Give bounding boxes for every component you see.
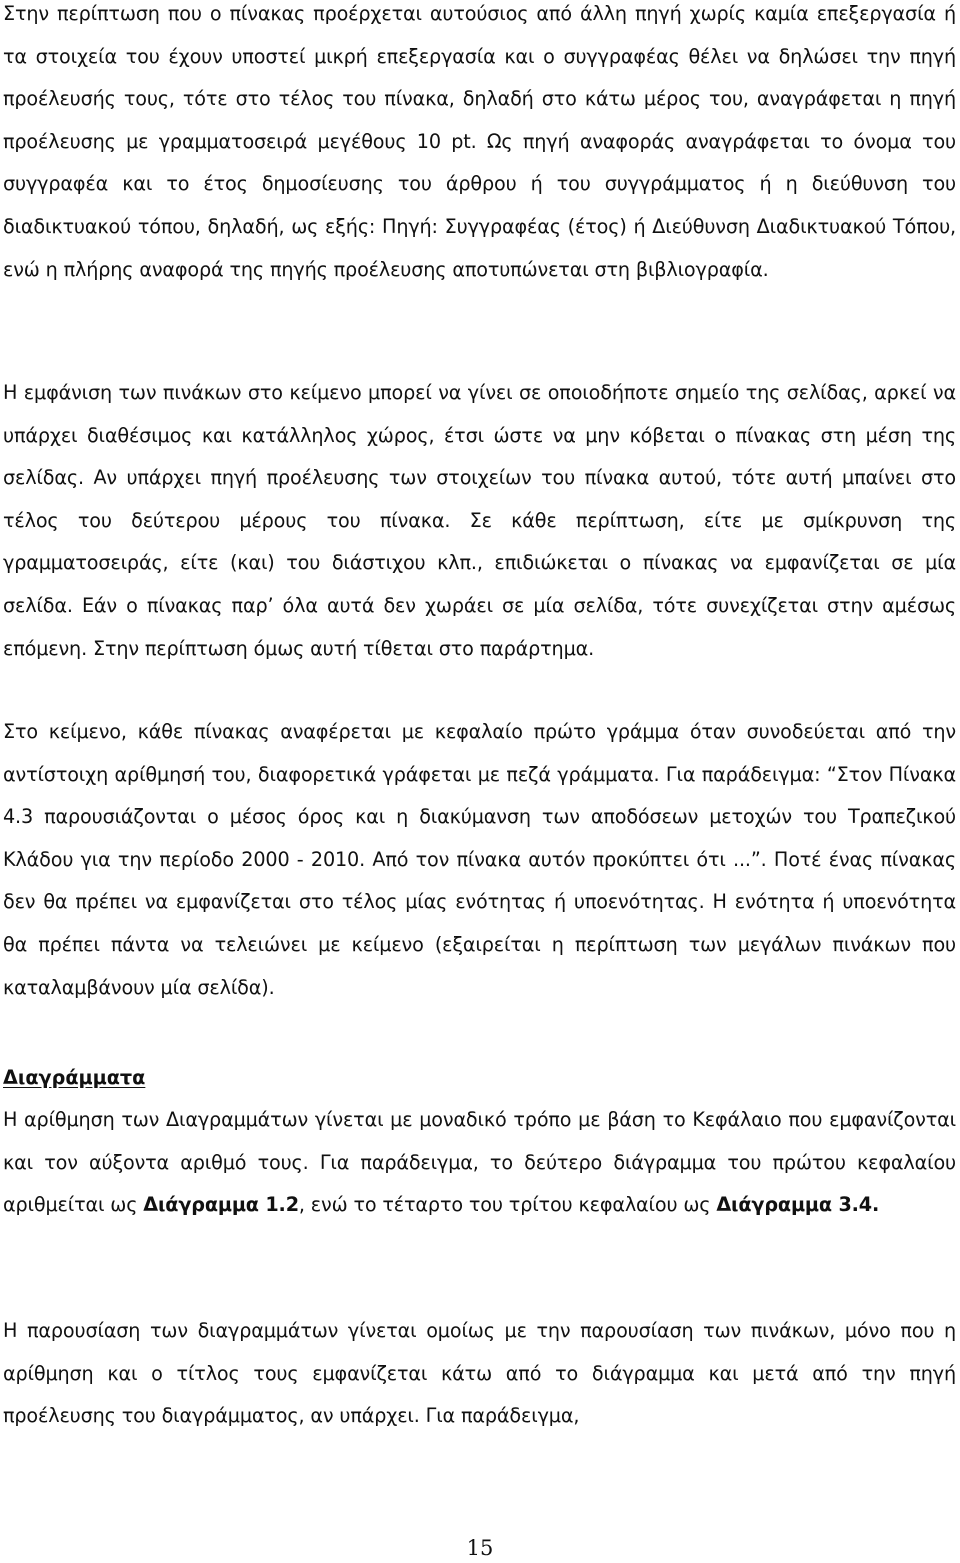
paragraph-diagram-presentation: Η παρουσίαση των διαγραμμάτων γίνεται ομοίως με την παρουσίαση των πινάκων, μόνο που η αρίθμηση και ο τίτλος τους εμφανίζεται κάτω από το διάγραμμα και μετά από την πηγή προέλευσης του διαγράμματος, αν υπάρχει. Για παράδειγμα, xyxy=(3,1319,956,1428)
paragraph-table-placement: Η εμφάνιση των πινάκων στο κείμενο μπορεί να γίνει σε οποιοδήποτε σημείο της σελίδας, αρκεί να υπάρχει διαθέσιμος και κατάλληλος χώρος, έτσι ώστε να μην κόβεται ο πίνακας στη μέση της σελίδας. Αν υπάρχει πηγή προέλευσης των στοιχείων του πίνακα αυτού, τότε αυτή μπαίνει στο τέλος του δεύτερου μέρους του πίνακα. Σε κάθε περίπτωση, είτε με σμίκρυνση της γραμματοσειράς, είτε (και) του διάστιχου κλπ., επιδιώκεται ο πίνακας να εμφανίζεται σε μία σελίδα. Εάν ο πίνακας παρ’ όλα αυτά δεν χωράει σε μία σελίδα, τότε συνεχίζεται στην αμέσως επόμενη. Στην περίπτωση όμως αυτή τίθεται στο παράρτημα. xyxy=(3,381,956,660)
diagram-example-2: Διάγραμμα 3.4 xyxy=(716,1193,872,1217)
paragraph-text: Η αρίθμηση των Διαγραμμάτων γίνεται με μοναδικό τρόπο με βάση το Κεφάλαιο που εμφανίζονται και τον αύξοντα αριθμό τους. Για παράδειγμα, το δεύτερο διάγραμμα του πρώτου κεφαλαίου αριθμείται ως xyxy=(3,1108,956,1217)
paragraph-table-source: Στην περίπτωση που ο πίνακας προέρχεται αυτούσιος από άλλη πηγή χωρίς καμία επεξεργασία ή τα στοιχεία του έχουν υποστεί μικρή επεξεργασία και ο συγγραφέας θέλει να δηλώσει την πηγή προέλευσής τους, τότε στο τέλος του πίνακα, δηλαδή στο κάτω μέρος του, αναγράφεται η πηγή προέλευσης με γραμματοσειρά μεγέθους 10 pt. Ως πηγή αναφοράς αναγράφεται το όνομα του συγγραφέα και το έτος δημοσίευσης του άρθρου ή του συγγράμματος ή η διεύθυνση του διαδικτυακού τόπου, δηλαδή, ως εξής: Πηγή: Συγγραφέας (έτος) ή Διεύθυνση Διαδικτυακού Τόπου, ενώ η πλήρης αναφορά της πηγής προέλευσης αποτυπώνεται στη βιβλιογραφία. xyxy=(3,2,956,281)
diagram-example-1: Διάγραμμα 1.2 xyxy=(143,1193,299,1217)
paragraph-table-reference: Στο κείμενο, κάθε πίνακας αναφέρεται με κεφαλαίο πρώτο γράμμα όταν συνοδεύεται από την αντίστοιχη αρίθμησή του, διαφορετικά γράφεται με πεζά γράμματα. Για παράδειγμα: “Στον Πίνακα 4.3 παρουσιάζονται ο μέσος όρος και η διακύμανση των αποδόσεων μετοχών του Τραπεζικού Κλάδου για την περίοδο 2000 - 2010. Από τον πίνακα αυτόν προκύπτει ότι ...”. Ποτέ ένας πίνακας δεν θα πρέπει να εμφανίζεται στο τέλος μίας ενότητας ή υποενότητας. Η ενότητα ή υποενότητα θα πρέπει πάντα να τελειώνει με κείμενο (εξαιρείται η περίπτωση των μεγάλων πινάκων που καταλαμβάνουν μία σελίδα). xyxy=(3,720,956,999)
page-number: 15 xyxy=(466,1536,494,1560)
paragraph-text: , ενώ το τέταρτο του τρίτου κεφαλαίου ως xyxy=(298,1193,717,1217)
paragraph-diagram-numbering xyxy=(3,1099,956,1227)
paragraph-text: . xyxy=(872,1193,880,1217)
section-heading-diagrams: Διαγράμματα xyxy=(3,1066,146,1089)
